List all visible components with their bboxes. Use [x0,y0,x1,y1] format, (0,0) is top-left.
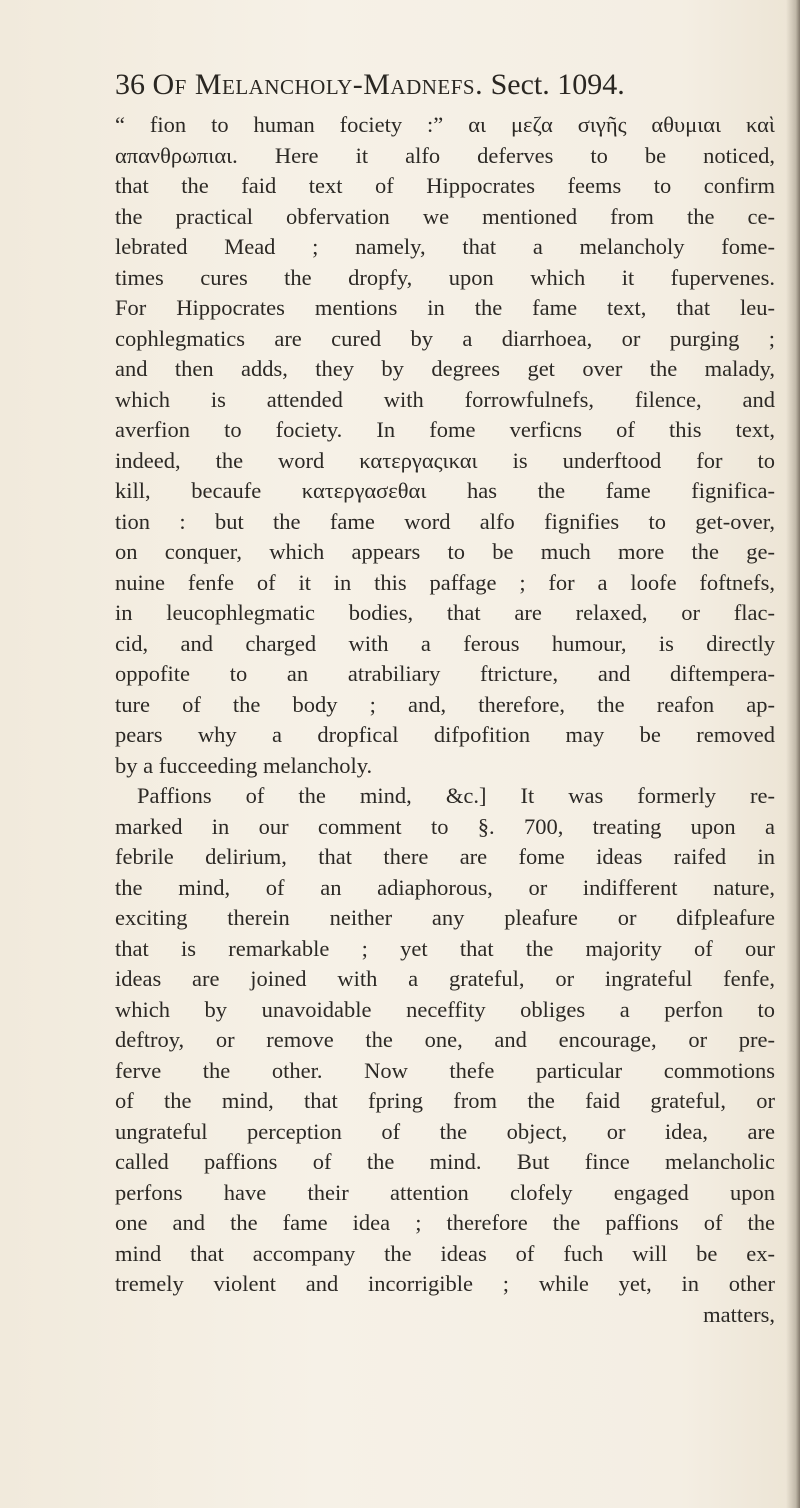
text-line: that is remarkable ; yet that the majority of our [115,935,775,961]
text-line: tremely violent and incorrigible ; while yet, in other [115,1271,775,1296]
text-line: ideas are joined with a grateful, or ingrateful fenfe, [115,966,775,991]
text-line: that the faid text of Hippocrates feems to confirm [115,173,775,198]
section-number: Sect. 1094. [490,68,625,101]
text-line: the practical obfervation we mentioned from the ce- [115,203,775,229]
text-line: oppofite to an atrabiliary ftricture, and diftempera- [115,661,775,686]
text-line: on conquer, which appears to be much more the ge- [115,539,775,564]
text-line: “ fion to human fociety :” αι μεζα σιγῆς αθυμιαι καὶ [115,112,775,137]
text-line: ungrateful perception of the object, or idea, are [115,1118,775,1144]
text-line: perfons have their attention clofely engaged upon [115,1179,775,1205]
running-title: Of Melancholy-Madnefs. [152,68,484,101]
text-line: of the mind, that fpring from the faid grateful, or [115,1088,775,1113]
text-line: deftroy, or remove the one, and encourage, or pre- [115,1027,775,1052]
text-line: marked in our comment to §. 700, treating upon a [115,813,775,839]
text-line: which is attended with forrowfulnefs, filence, and [115,386,775,412]
body-text [115,110,775,1330]
text-line: lebrated Mead ; namely, that a melancholy fome- [115,234,775,259]
text-line: ture of the body ; and, therefore, the reafon ap- [115,691,775,717]
text-line: pears why a dropfical difpofition may be removed [115,722,775,747]
text-line: For Hippocrates mentions in the fame text, that leu- [115,295,775,320]
text-line: nuine fenfe of it in this paffage ; for a loofe foftnefs, [115,569,775,595]
text-line: called paffions of the mind. But fince melancholic [115,1149,775,1174]
page-edge-shadow [786,0,800,1508]
page-number: 36 [115,68,145,101]
text-line: one and the fame idea ; therefore the paffions of the [115,1210,775,1235]
text-line: απανθρωπιαι. Here it alfo deferves to be noticed, [115,142,775,168]
running-header [115,68,795,102]
text-line: which by unavoidable neceffity obliges a perfon to [115,996,775,1022]
text-line: indeed, the word κατεργαςικαι is underftood for to [115,447,775,473]
text-line: ferve the other. Now thefe particular commotions [115,1057,775,1083]
text-line: cid, and charged with a ferous humour, is directly [115,630,775,656]
text-line: and then adds, they by degrees get over the malady, [115,356,775,381]
catchword: matters, [703,1301,775,1327]
text-line: kill, becaufe κατεργασεθαι has the fame fignifica- [115,478,775,503]
text-line: by a fucceeding melancholy. [115,752,373,778]
text-line: averfion to fociety. In fome verficns of this text, [115,417,775,442]
text-line: times cures the dropfy, upon which it fupervenes. [115,264,775,290]
text-line: tion : but the fame word alfo fignifies to get-over, [115,508,775,534]
text-line: exciting therein neither any pleafure or difpleafure [115,905,775,930]
text-line: cophlegmatics are cured by a diarrhoea, or purging ; [115,325,775,351]
text-line: the mind, of an adiaphorous, or indifferent nature, [115,874,775,900]
text-line: in leucophlegmatic bodies, that are relaxed, or flac- [115,600,775,625]
text-line: mind that accompany the ideas of fuch will be ex- [115,1240,775,1266]
text-line: febrile delirium, that there are fome ideas raifed in [115,844,775,869]
text-line: Paffions of the mind, &c.] It was formerly re- [137,783,775,808]
